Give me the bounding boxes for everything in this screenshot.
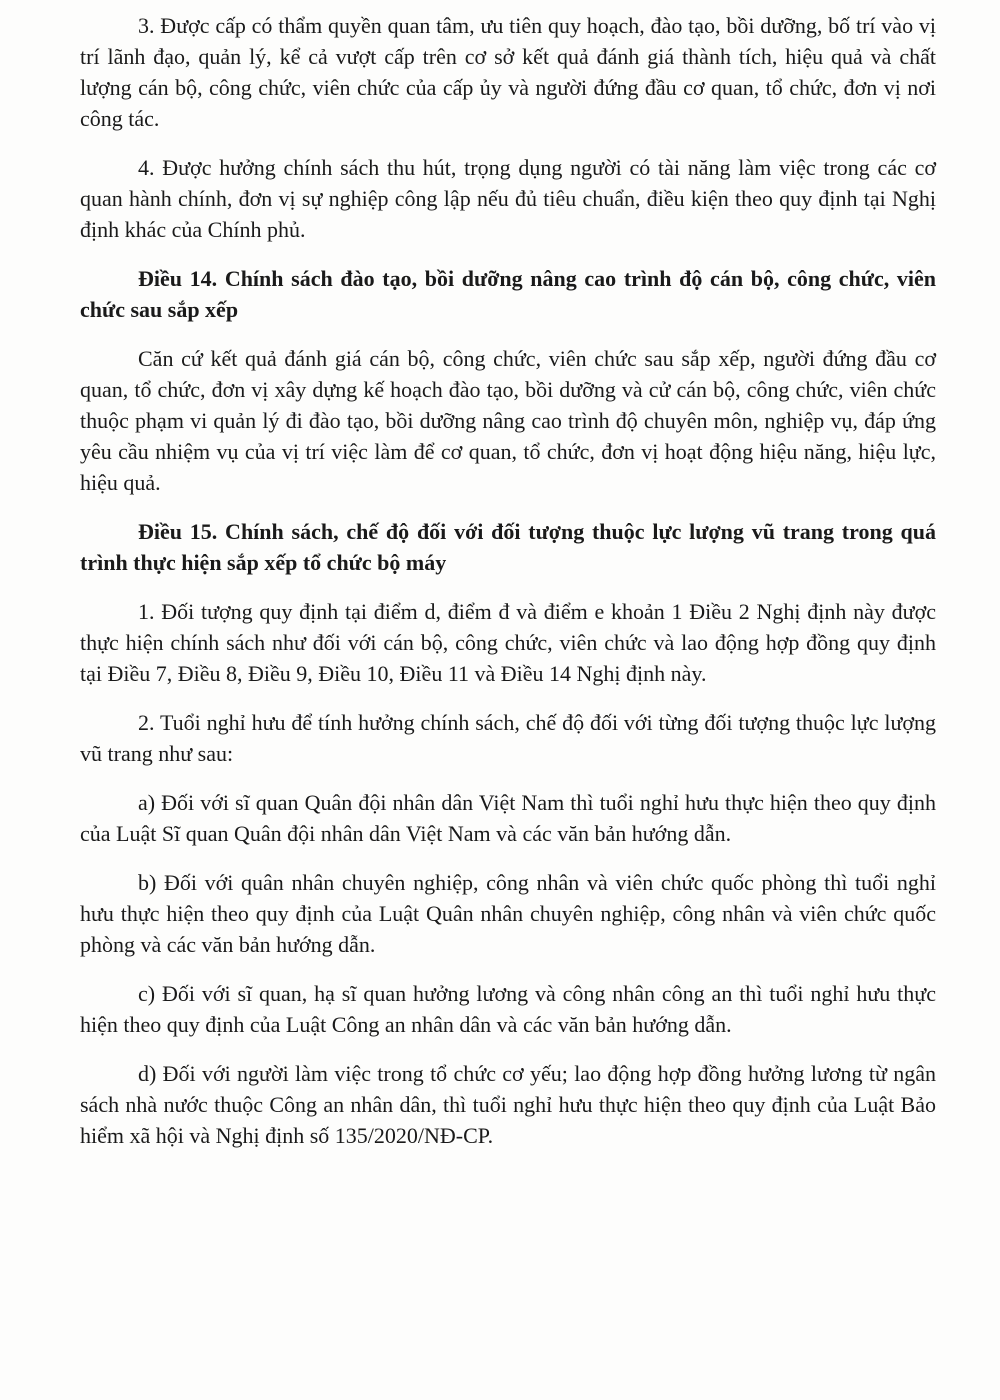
article-14-heading: Điều 14. Chính sách đào tạo, bồi dưỡng nâng cao trình độ cán bộ, công chức, viên chức sau sắp xếp <box>80 266 936 322</box>
article-14-body: Căn cứ kết quả đánh giá cán bộ, công chức, viên chức sau sắp xếp, người đứng đầu cơ quan, tổ chức, đơn vị xây dựng kế hoạch đào tạo, bồi dưỡng và cử cán bộ, công chức, viên chức thuộc phạm vi quản lý đi đào tạo, bồi dưỡng nâng cao trình độ chuyên môn, nghiệp vụ, đáp ứng yêu cầu nhiệm vụ của vị trí việc làm để cơ quan, tổ chức, đơn vị hoạt động hiệu năng, hiệu lực, hiệu quả. <box>80 346 936 495</box>
article-15-heading: Điều 15. Chính sách, chế độ đối với đối tượng thuộc lực lượng vũ trang trong quá trình thực hiện sắp xếp tổ chức bộ máy <box>80 519 936 575</box>
article-15-point-a: a) Đối với sĩ quan Quân đội nhân dân Việt Nam thì tuổi nghỉ hưu thực hiện theo quy định của Luật Sĩ quan Quân đội nhân dân Việt Nam và các văn bản hướng dẫn. <box>80 790 936 846</box>
article-15-clause-2: 2. Tuổi nghỉ hưu để tính hưởng chính sách, chế độ đối với từng đối tượng thuộc lực lượng vũ trang như sau: <box>80 710 936 766</box>
clause-4: 4. Được hưởng chính sách thu hút, trọng dụng người có tài năng làm việc trong các cơ quan hành chính, đơn vị sự nghiệp công lập nếu đủ tiêu chuẩn, điều kiện theo quy định tại Nghị định khác của Chính phủ. <box>80 155 936 242</box>
article-15-point-b: b) Đối với quân nhân chuyên nghiệp, công nhân và viên chức quốc phòng thì tuổi nghỉ hưu thực hiện theo quy định của Luật Quân nhân chuyên nghiệp, công nhân và viên chức quốc phòng và các văn bản hướng dẫn. <box>80 870 936 957</box>
article-15-point-c: c) Đối với sĩ quan, hạ sĩ quan hưởng lương và công nhân công an thì tuổi nghỉ hưu thực hiện theo quy định của Luật Công an nhân dân và các văn bản hướng dẫn. <box>80 981 936 1037</box>
clause-3: 3. Được cấp có thẩm quyền quan tâm, ưu tiên quy hoạch, đào tạo, bồi dưỡng, bố trí vào vị trí lãnh đạo, quản lý, kể cả vượt cấp trên cơ sở kết quả đánh giá thành tích, hiệu quả và chất lượng cán bộ, công chức, viên chức của cấp ủy và người đứng đầu cơ quan, tổ chức, đơn vị nơi công tác. <box>80 13 936 131</box>
article-15-point-d: d) Đối với người làm việc trong tổ chức cơ yếu; lao động hợp đồng hưởng lương từ ngân sách nhà nước thuộc Công an nhân dân, thì tuổi nghỉ hưu thực hiện theo quy định của Luật Bảo hiểm xã hội và Nghị định số 135/2020/NĐ-CP. <box>80 1061 936 1148</box>
document-body <box>80 10 936 1169</box>
article-15-clause-1: 1. Đối tượng quy định tại điểm d, điểm đ và điểm e khoản 1 Điều 2 Nghị định này được thực hiện chính sách như đối với cán bộ, công chức, viên chức và lao động hợp đồng quy định tại Điều 7, Điều 8, Điều 9, Điều 10, Điều 11 và Điều 14 Nghị định này. <box>80 599 936 686</box>
